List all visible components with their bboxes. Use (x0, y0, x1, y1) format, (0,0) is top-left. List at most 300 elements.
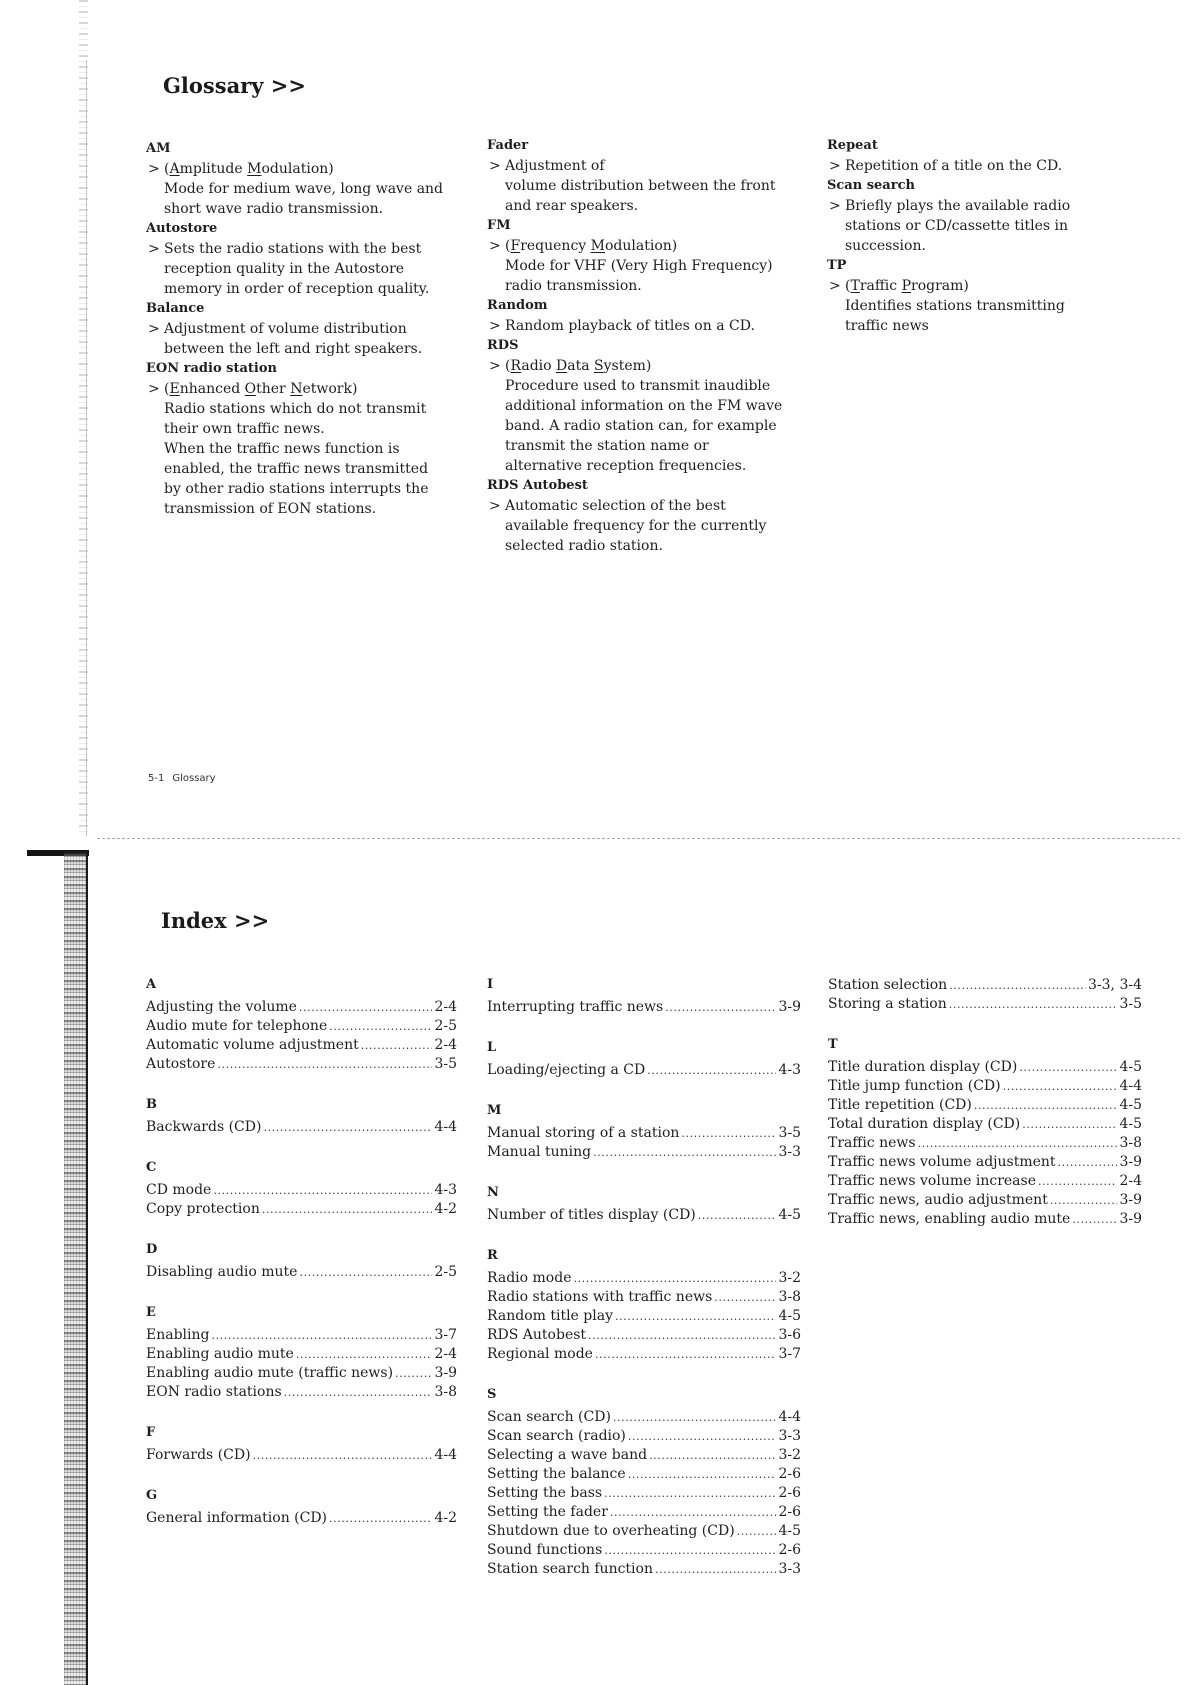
index-entry-label: Title duration display (CD) (828, 1059, 1018, 1075)
index-entry-label: Traffic news volume adjustment (828, 1154, 1056, 1170)
index-page-reference: 2-6 (778, 1504, 801, 1520)
glossary-definition-line (146, 399, 443, 419)
index-page-reference: 3-8 (1119, 1135, 1142, 1151)
glossary-definition-text: Procedure used to transmit inaudible (505, 378, 771, 394)
page-fold-separator (97, 838, 1180, 839)
index-group (146, 1159, 457, 1219)
index-entry (487, 1503, 801, 1522)
index-entry-label: Radio mode (487, 1270, 572, 1286)
bullet-marker: > (489, 158, 501, 174)
dot-leader (299, 1264, 432, 1282)
dot-leader (949, 977, 1086, 995)
index-entry (487, 1560, 801, 1579)
index-letter-heading: N (487, 1185, 499, 1200)
acronym-letter: O (244, 381, 257, 397)
index-page-reference: 3-3, 3-4 (1088, 977, 1142, 993)
glossary-definition-line (146, 319, 443, 339)
index-entry-label: CD mode (146, 1182, 212, 1198)
glossary-definition-line (146, 439, 443, 459)
glossary-definition-line (487, 456, 782, 476)
index-entry-label: Traffic news volume increase (828, 1173, 1036, 1189)
acronym-letter: A (169, 161, 180, 177)
dot-leader (213, 1182, 432, 1200)
page-footer (148, 772, 216, 786)
glossary-entry (146, 219, 443, 299)
bullet-marker: > (829, 158, 841, 174)
dot-leader (361, 1037, 433, 1055)
glossary-entry (827, 256, 1070, 336)
glossary-definition-line (487, 376, 782, 396)
dot-leader (329, 1510, 432, 1528)
glossary-entry (487, 476, 782, 556)
index-entry (487, 1427, 801, 1446)
bullet-marker: > (829, 278, 841, 294)
glossary-entry (487, 216, 782, 296)
dot-leader (1003, 1078, 1118, 1096)
acronym-letter: M (590, 238, 605, 254)
glossary-definition-text: Adjustment of volume distribution (164, 321, 407, 337)
index-entry-label: Shutdown due to overheating (CD) (487, 1523, 735, 1539)
glossary-entry (827, 176, 1070, 256)
index-page-reference: 3-7 (434, 1327, 457, 1343)
index-group (487, 1247, 801, 1364)
glossary-definition-text: Sets the radio stations with the best (164, 241, 422, 257)
index-entry (487, 1288, 801, 1307)
index-entry-label: Enabling audio mute (traffic news) (146, 1365, 394, 1381)
glossary-definition-text: Automatic selection of the best (505, 498, 726, 514)
index-page-reference: 3-9 (1119, 1154, 1142, 1170)
dot-leader (647, 1062, 776, 1080)
index-page-reference: 3-7 (778, 1346, 801, 1362)
index-entry-label: Interrupting traffic news (487, 999, 664, 1015)
index-entry-label: Manual storing of a station (487, 1125, 680, 1141)
dot-leader (329, 1018, 432, 1036)
glossary-definition-line (487, 156, 782, 176)
glossary-definition-line (487, 436, 782, 456)
glossary-definition-line (146, 459, 443, 479)
acronym-letter: E (169, 381, 180, 397)
bullet-marker: > (489, 358, 501, 374)
glossary-definition-text: between the left and right speakers. (164, 341, 423, 357)
scan-binding-line (86, 850, 88, 1685)
index-column-1 (146, 976, 457, 1550)
index-group (146, 1241, 457, 1282)
index-letter-heading: R (487, 1248, 498, 1263)
glossary-definition-text: transmission of EON stations. (164, 501, 377, 517)
index-entry-label: Title repetition (CD) (828, 1097, 972, 1113)
dot-leader (615, 1308, 776, 1326)
index-entry-label: Random title play (487, 1308, 613, 1324)
index-page-reference: 3-2 (778, 1447, 801, 1463)
dot-leader (918, 1135, 1118, 1153)
dot-leader (610, 1504, 777, 1522)
index-page-reference: 4-3 (434, 1182, 457, 1198)
index-entry-label: Disabling audio mute (146, 1264, 298, 1280)
index-page-reference: 4-2 (434, 1201, 457, 1217)
index-letter-heading: T (828, 1037, 838, 1052)
glossary-definition-line (146, 159, 443, 179)
bullet-marker: > (489, 238, 501, 254)
index-entry-label: Radio stations with traffic news (487, 1289, 713, 1305)
glossary-definition-line (827, 156, 1070, 176)
index-entry-label: Setting the bass (487, 1485, 603, 1501)
index-entry-label: Automatic volume adjustment (146, 1037, 359, 1053)
glossary-definition-text: (Radio Data System) (505, 358, 652, 374)
index-page-reference: 3-9 (1119, 1192, 1142, 1208)
index-page-reference: 2-4 (434, 999, 457, 1015)
index-entry (487, 1061, 801, 1080)
glossary-term: RDS (487, 338, 519, 353)
index-entry-label: Enabling audio mute (146, 1346, 294, 1362)
index-entry (828, 976, 1142, 995)
glossary-definition-text: (Amplitude Modulation) (164, 161, 334, 177)
index-page-reference: 4-4 (778, 1409, 801, 1425)
acronym-letter: R (510, 358, 522, 374)
dot-leader (628, 1466, 777, 1484)
glossary-entry (827, 136, 1070, 176)
index-entry (146, 1446, 457, 1465)
glossary-definition-text: (Frequency Modulation) (505, 238, 678, 254)
glossary-definition-text: band. A radio station can, for example (505, 418, 777, 434)
index-entry-label: Sound functions (487, 1542, 603, 1558)
glossary-definition-text: alternative reception frequencies. (505, 458, 747, 474)
dot-leader (1038, 1173, 1117, 1191)
index-entry-label: Number of titles display (CD) (487, 1207, 696, 1223)
glossary-definition-text: (Traffic Program) (845, 278, 969, 294)
dot-leader (1022, 1116, 1117, 1134)
index-page-reference: 2-5 (434, 1018, 457, 1034)
index-group (487, 1184, 801, 1225)
glossary-definition-line (827, 296, 1070, 316)
dot-leader (284, 1384, 433, 1402)
bullet-marker: > (148, 241, 160, 257)
index-entry-label: Backwards (CD) (146, 1119, 262, 1135)
index-entry (146, 1200, 457, 1219)
index-entry-label: Traffic news, enabling audio mute (828, 1211, 1071, 1227)
dot-leader (588, 1327, 776, 1345)
glossary-definition-line (146, 379, 443, 399)
index-entry-label: Autostore (146, 1056, 216, 1072)
glossary-definition-text: Repetition of a title on the CD. (845, 158, 1063, 174)
index-entry (487, 1446, 801, 1465)
glossary-term: Scan search (827, 178, 915, 193)
dot-leader (1058, 1154, 1118, 1172)
dot-leader (974, 1097, 1118, 1115)
scan-binding-edge (64, 852, 86, 1685)
glossary-term: Fader (487, 138, 529, 153)
glossary-entry (146, 359, 443, 519)
dot-leader (263, 1119, 432, 1137)
glossary-definition-text: radio transmission. (505, 278, 642, 294)
glossary-definition-text: succession. (845, 238, 926, 254)
index-entry (146, 1055, 457, 1074)
dot-leader (253, 1447, 433, 1465)
bullet-marker: > (148, 381, 160, 397)
index-entry (146, 1181, 457, 1200)
glossary-definition-text: by other radio stations interrupts the (164, 481, 429, 497)
glossary-definition-line (487, 496, 782, 516)
footer-page-number: 5-1 (148, 773, 165, 784)
index-group (487, 1102, 801, 1162)
dot-leader (299, 999, 433, 1017)
index-page-reference: 2-4 (434, 1037, 457, 1053)
acronym-letter: S (594, 358, 604, 374)
index-entry-label: Audio mute for telephone (146, 1018, 328, 1034)
glossary-definition-text: volume distribution between the front (505, 178, 776, 194)
index-page-reference: 4-5 (1119, 1116, 1142, 1132)
index-entry (146, 1036, 457, 1055)
index-entry (487, 1124, 801, 1143)
index-page-reference: 3-5 (1119, 996, 1142, 1012)
glossary-definition-line (146, 279, 443, 299)
dot-leader (949, 996, 1118, 1014)
index-page-reference: 4-3 (778, 1062, 801, 1078)
index-page-reference: 4-4 (1119, 1078, 1142, 1094)
dot-leader (665, 999, 776, 1017)
dot-leader (604, 1542, 776, 1560)
index-entry (487, 1345, 801, 1364)
index-column-2 (487, 976, 801, 1601)
glossary-definition-text: memory in order of reception quality. (164, 281, 430, 297)
index-page-reference: 2-5 (434, 1264, 457, 1280)
index-letter-heading: G (146, 1488, 158, 1503)
dot-leader (593, 1144, 776, 1162)
index-page-reference: 3-9 (778, 999, 801, 1015)
glossary-definition-line (487, 416, 782, 436)
index-page-reference: 3-5 (778, 1125, 801, 1141)
index-entry-label: Station selection (828, 977, 948, 993)
dot-leader (604, 1485, 776, 1503)
glossary-definition-text: Identifies stations transmitting (845, 298, 1065, 314)
glossary-column-2 (487, 136, 782, 556)
glossary-entry (487, 136, 782, 216)
glossary-definition-text: their own traffic news. (164, 421, 325, 437)
index-page-reference: 4-5 (1119, 1059, 1142, 1075)
index-entry-label: General information (CD) (146, 1510, 328, 1526)
index-entry (828, 1210, 1142, 1229)
index-entry-label: Scan search (CD) (487, 1409, 611, 1425)
index-page-reference: 3-9 (434, 1365, 457, 1381)
index-entry-label: Total duration display (CD) (828, 1116, 1021, 1132)
index-entry-label: Scan search (radio) (487, 1428, 626, 1444)
glossary-definition-line (827, 236, 1070, 256)
glossary-definition-line (146, 239, 443, 259)
index-entry-label: Loading/ejecting a CD (487, 1062, 646, 1078)
index-entry (487, 998, 801, 1017)
index-letter-heading: B (146, 1097, 157, 1112)
index-entry-label: Copy protection (146, 1201, 260, 1217)
acronym-letter: D (556, 358, 568, 374)
index-page-reference: 2-6 (778, 1542, 801, 1558)
bullet-marker: > (829, 198, 841, 214)
glossary-entry (146, 299, 443, 359)
dot-leader (262, 1201, 433, 1219)
index-entry (146, 1263, 457, 1282)
index-page-reference: 4-5 (778, 1207, 801, 1223)
index-page-reference: 4-5 (1119, 1097, 1142, 1113)
index-page-reference: 2-4 (1119, 1173, 1142, 1189)
index-page-reference: 4-4 (434, 1119, 457, 1135)
glossary-term: AM (146, 141, 171, 156)
index-group (146, 1304, 457, 1402)
glossary-definition-line (146, 419, 443, 439)
dot-leader (681, 1125, 776, 1143)
glossary-definition-text: traffic news (845, 318, 929, 334)
index-entry (487, 1465, 801, 1484)
index-page-reference: 4-4 (434, 1447, 457, 1463)
glossary-definition-line (487, 196, 782, 216)
glossary-definition-line (487, 176, 782, 196)
index-entry (146, 1017, 457, 1036)
index-entry-label: Regional mode (487, 1346, 593, 1362)
index-page-reference: 3-3 (778, 1428, 801, 1444)
dot-leader (737, 1523, 777, 1541)
dot-leader (613, 1409, 777, 1427)
index-entry-label: Adjusting the volume (146, 999, 297, 1015)
index-letter-heading: C (146, 1160, 157, 1175)
glossary-definition-text: Briefly plays the available radio (845, 198, 1071, 214)
index-entry (828, 1191, 1142, 1210)
index-letter-heading: F (146, 1425, 156, 1440)
glossary-definition-line (487, 236, 782, 256)
dot-leader (573, 1270, 776, 1288)
glossary-definition-text: selected radio station. (505, 538, 663, 554)
glossary-definition-line (487, 276, 782, 296)
index-entry (828, 1153, 1142, 1172)
index-letter-heading: E (146, 1305, 156, 1320)
glossary-definition-text: When the traffic news function is (164, 441, 400, 457)
index-entry-label: Traffic news (828, 1135, 916, 1151)
glossary-term: EON radio station (146, 361, 277, 376)
glossary-definition-text: reception quality in the Autostore (164, 261, 405, 277)
index-entry (146, 1364, 457, 1383)
index-group (487, 976, 801, 1017)
index-group (828, 976, 1142, 1014)
acronym-letter: P (901, 278, 911, 294)
acronym-letter: F (510, 238, 521, 254)
dot-leader (655, 1561, 776, 1579)
index-entry (487, 1408, 801, 1427)
index-entry-label: Manual tuning (487, 1144, 592, 1160)
glossary-definition-text: short wave radio transmission. (164, 201, 384, 217)
index-page-reference: 2-6 (778, 1466, 801, 1482)
glossary-definition-line (487, 396, 782, 416)
index-letter-heading: S (487, 1387, 497, 1402)
index-group (487, 1386, 801, 1579)
index-entry-label: Forwards (CD) (146, 1447, 251, 1463)
index-page-reference: 3-8 (778, 1289, 801, 1305)
index-group (487, 1039, 801, 1080)
index-page-reference: 2-6 (778, 1485, 801, 1501)
index-entry (487, 1143, 801, 1162)
dot-leader (211, 1327, 432, 1345)
index-page-reference: 3-6 (778, 1327, 801, 1343)
dot-leader (1072, 1211, 1117, 1229)
glossary-definition-line (827, 196, 1070, 216)
glossary-term: Random (487, 298, 548, 313)
glossary-definition-text: Adjustment of (505, 158, 605, 174)
index-page-reference: 3-3 (778, 1144, 801, 1160)
glossary-definition-line (827, 316, 1070, 336)
index-entry (487, 1206, 801, 1225)
glossary-definition-text: enabled, the traffic news transmitted (164, 461, 429, 477)
index-entry-label: Selecting a wave band (487, 1447, 648, 1463)
index-entry (487, 1269, 801, 1288)
glossary-definition-line (146, 499, 443, 519)
glossary-definition-text: transmit the station name or (505, 438, 709, 454)
index-entry (487, 1522, 801, 1541)
index-letter-heading: A (146, 977, 157, 992)
glossary-entry (487, 336, 782, 476)
index-page-reference: 3-9 (1119, 1211, 1142, 1227)
dot-leader (714, 1289, 776, 1307)
glossary-definition-text: (Enhanced Other Network) (164, 381, 358, 397)
glossary-definition-line (487, 536, 782, 556)
bullet-marker: > (148, 321, 160, 337)
index-entry (146, 1326, 457, 1345)
acronym-letter: M (247, 161, 262, 177)
glossary-definition-text: Mode for VHF (Very High Frequency) (505, 258, 773, 274)
index-page-reference: 4-5 (778, 1308, 801, 1324)
index-entry (146, 1509, 457, 1528)
footer-section-name: Glossary (172, 773, 216, 784)
index-entry-label: Station search function (487, 1561, 653, 1577)
index-page-reference: 3-8 (434, 1384, 457, 1400)
glossary-column-3 (827, 136, 1070, 336)
dot-leader (296, 1346, 433, 1364)
glossary-definition-line (827, 276, 1070, 296)
dot-leader (698, 1207, 777, 1225)
glossary-entry (487, 296, 782, 336)
glossary-definition-line (487, 516, 782, 536)
glossary-definition-line (146, 179, 443, 199)
index-entry-label: RDS Autobest (487, 1327, 587, 1343)
index-entry-label: Setting the fader (487, 1504, 608, 1520)
glossary-term: RDS Autobest (487, 478, 588, 493)
bullet-marker: > (489, 318, 501, 334)
glossary-definition-line (146, 259, 443, 279)
glossary-definition-text: additional information on the FM wave (505, 398, 783, 414)
glossary-column-1 (146, 139, 443, 519)
index-letter-heading: L (487, 1040, 497, 1055)
dot-leader (595, 1346, 777, 1364)
index-entry-label: Storing a station (828, 996, 947, 1012)
index-letter-heading: I (487, 977, 494, 992)
index-entry (828, 995, 1142, 1014)
glossary-definition-line (487, 356, 782, 376)
index-entry-label: Enabling (146, 1327, 210, 1343)
dot-leader (217, 1056, 432, 1074)
index-entry (487, 1541, 801, 1560)
index-entry (828, 1058, 1142, 1077)
index-group (146, 1096, 457, 1137)
dot-leader (395, 1365, 432, 1383)
index-entry (828, 1172, 1142, 1191)
index-page-reference: 4-2 (434, 1510, 457, 1526)
index-entry-label: Title jump function (CD) (828, 1078, 1001, 1094)
glossary-term: Autostore (146, 221, 218, 236)
glossary-definition-line (146, 199, 443, 219)
index-entry (146, 998, 457, 1017)
index-entry (828, 1115, 1142, 1134)
index-letter-heading: D (146, 1242, 158, 1257)
index-page-reference: 3-3 (778, 1561, 801, 1577)
glossary-title: Glossary >> (163, 73, 306, 98)
glossary-definition-text: and rear speakers. (505, 198, 639, 214)
acronym-letter: N (290, 381, 303, 397)
index-entry-label: Traffic news, audio adjustment (828, 1192, 1048, 1208)
glossary-term: FM (487, 218, 511, 233)
